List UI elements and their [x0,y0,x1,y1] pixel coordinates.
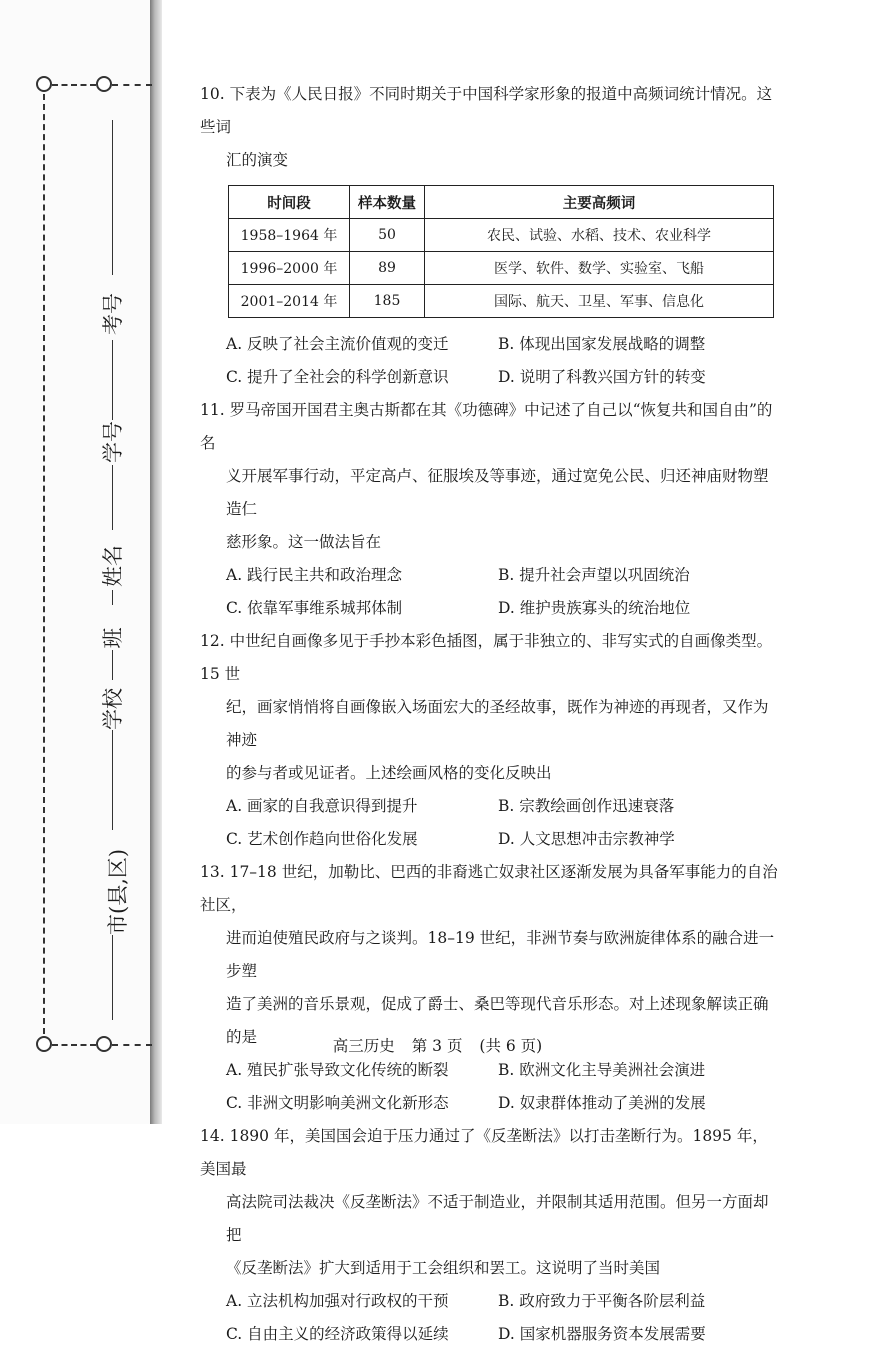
question-12 [200,625,780,790]
question-stem: 13. 17–18 世纪，加勒比、巴西的非裔逃亡奴隶社区逐渐发展为具备军事能力的自治社区， [200,863,778,914]
table-row [229,252,774,285]
page-fold-shadow [150,0,162,1124]
option-a[interactable]: A. 践行民主共和政治理念 [226,566,403,584]
answer-options [200,1285,780,1351]
table-cell: 国际、航天、卫星、军事、信息化 [425,285,774,318]
cut-line-top [52,84,96,86]
question-stem: 纪，画家悄悄将自画像嵌入场面宏大的圣经故事，既作为神迹的再现者，又作为神迹 [226,698,769,749]
option-c[interactable]: C. 自由主义的经济政策得以延续 [226,1325,449,1343]
cut-line-left [43,94,45,1034]
punch-hole-top-right [96,76,112,92]
question-stem: 进而迫使殖民政府与之谈判。18–19 世纪，非洲节奏与欧洲旋律体系的融合进一步塑 [226,929,775,980]
name-label: 姓名 [101,545,125,587]
question-stem: 《反垄断法》扩大到适用于工会组织和罢工。这说明了当时美国 [226,1259,661,1277]
question-stem: 12. 中世纪自画像多见于手抄本彩色插图，属于非独立的、非写实式的自画像类型。15 世 [200,632,773,683]
answer-options [200,1054,780,1120]
answer-options [200,559,780,625]
option-b[interactable]: B. 体现出国家发展战略的调整 [498,335,706,353]
option-a[interactable]: A. 画家的自我意识得到提升 [226,797,418,815]
question-stem: 的参与者或见证者。上述绘画风格的变化反映出 [226,764,552,782]
option-a[interactable]: A. 殖民扩张导致文化传统的断裂 [226,1061,449,1079]
option-b[interactable]: B. 宗教绘画创作迅速衰落 [498,797,675,815]
option-c[interactable]: C. 非洲文明影响美洲文化新形态 [226,1094,449,1112]
student-number-label: 学号 [101,421,125,463]
option-d[interactable]: D. 说明了科教兴国方针的转变 [498,368,706,386]
question-stem: 10. 下表为《人民日报》不同时期关于中国科学家形象的报道中高频词统计情况。这些词 [200,85,773,136]
answer-options [200,790,780,856]
city-county-label: 市(县,区) [106,848,130,935]
footer-subject: 高三历史 [332,1037,395,1055]
option-c[interactable]: C. 艺术创作趋向世俗化发展 [226,830,418,848]
blank-line [112,935,113,1020]
question-stem: 义开展军事行动，平定高卢、征服埃及等事迹，通过宽免公民、归还神庙财物塑造仁 [226,467,769,518]
table-cell: 185 [350,285,425,318]
blank-line [112,465,113,530]
blank-line [112,340,113,420]
column-header-sample: 样本数量 [350,186,425,219]
option-b[interactable]: B. 提升社会声望以巩固统治 [498,566,690,584]
question-stem: 11. 罗马帝国开国君主奥古斯都在其《功德碑》中记述了自己以“恢复共和国自由”的名 [200,401,773,452]
option-d[interactable]: D. 维护贵族寡头的统治地位 [498,599,691,617]
table-header-row [229,186,774,219]
column-header-period: 时间段 [229,186,350,219]
table-cell: 50 [350,219,425,252]
table-cell: 农民、试验、水稻、技术、农业科学 [425,219,774,252]
table-cell: 医学、软件、数学、实验室、飞船 [425,252,774,285]
blank-line [112,120,113,275]
table-row [229,219,774,252]
page-footer [0,1034,875,1056]
word-frequency-table [228,185,774,318]
question-stem: 汇的演变 [226,151,289,169]
table-cell: 1958–1964 年 [229,219,350,252]
school-label: 学校 [101,688,125,730]
question-stem: 造了美洲的音乐景观，促成了爵士、桑巴等现代音乐形态。对上述现象解读正确的是 [226,995,769,1046]
table-cell: 2001–2014 年 [229,285,350,318]
table-cell: 89 [350,252,425,285]
cut-line-top-right [112,84,152,86]
footer-total-pages: (共 6 页) [479,1037,543,1055]
footer-page-number: 第 3 页 [411,1037,463,1055]
answer-options [200,328,780,394]
option-d[interactable]: D. 国家机器服务资本发展需要 [498,1325,706,1343]
question-stem: 14. 1890 年，美国国会迫于压力通过了《反垄断法》以打击垄断行为。1895 年，美国最 [200,1127,768,1178]
question-13 [200,856,780,1054]
option-a[interactable]: A. 立法机构加强对行政权的干预 [226,1292,449,1310]
option-b[interactable]: B. 政府致力于平衡各阶层利益 [498,1292,706,1310]
blank-line [112,650,113,680]
question-stem: 慈形象。这一做法旨在 [226,533,382,551]
question-10 [200,78,780,177]
question-stem: 高法院司法裁决《反垄断法》不适于制造业，并限制其适用范围。但另一方面却把 [226,1193,769,1244]
option-d[interactable]: D. 奴隶群体推动了美洲的发展 [498,1094,706,1112]
option-d[interactable]: D. 人文思想冲击宗教神学 [498,830,675,848]
option-a[interactable]: A. 反映了社会主流价值观的变迁 [226,335,449,353]
option-c[interactable]: C. 依靠军事维系城邦体制 [226,599,403,617]
exam-number-label: 考号 [101,293,125,335]
question-11 [200,394,780,559]
binding-margin [0,0,155,1124]
blank-line [112,590,113,605]
table-row [229,285,774,318]
column-header-keywords: 主要高频词 [425,186,774,219]
question-14 [200,1120,780,1285]
class-label: 班 [101,627,125,649]
table-cell: 1996–2000 年 [229,252,350,285]
option-c[interactable]: C. 提升了全社会的科学创新意识 [226,368,449,386]
option-b[interactable]: B. 欧洲文化主导美洲社会演进 [498,1061,706,1079]
blank-line [112,730,113,830]
punch-hole-top-left [36,76,52,92]
question-content [200,78,780,1351]
